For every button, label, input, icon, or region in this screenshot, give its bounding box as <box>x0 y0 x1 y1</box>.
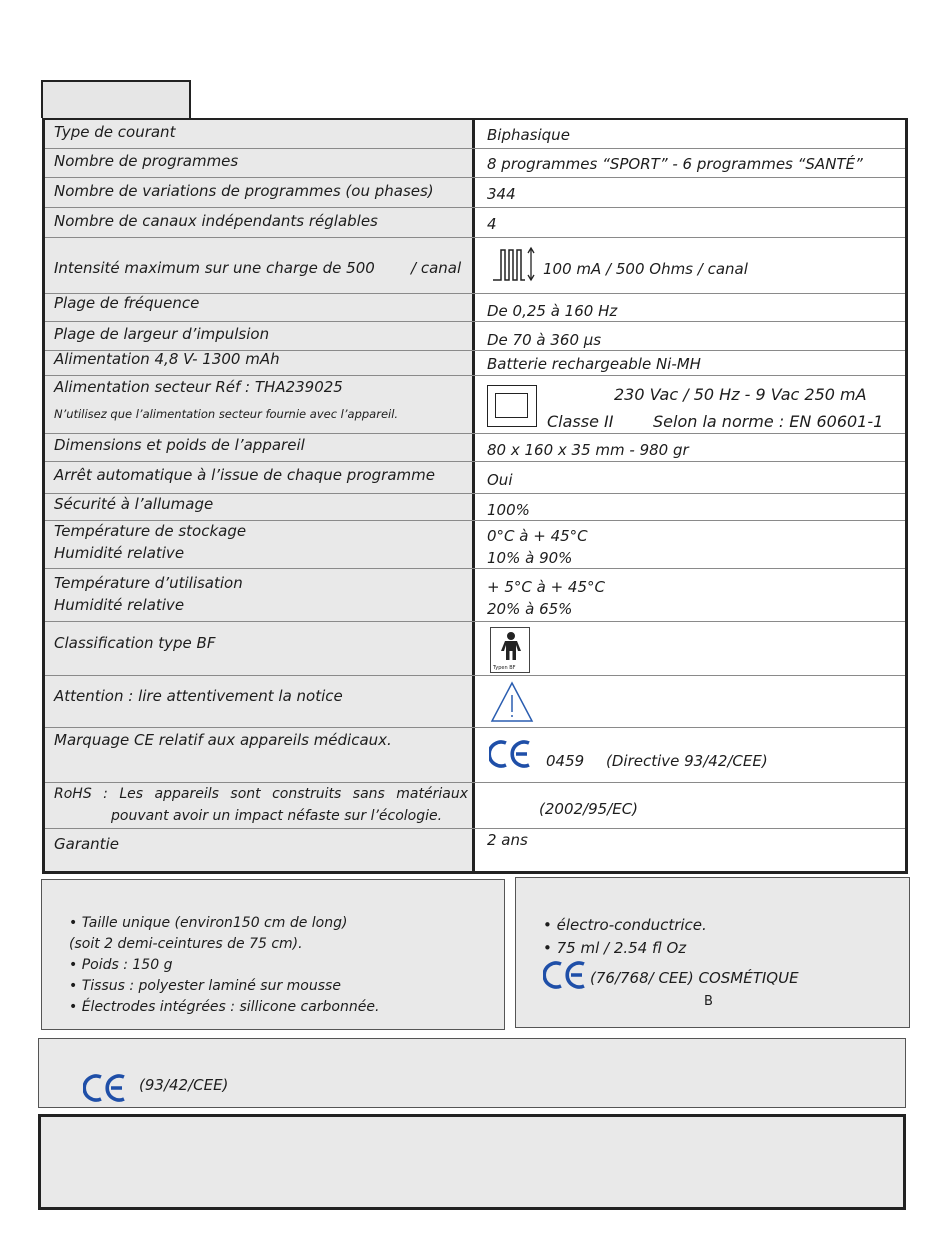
belt-item: • Poids : 150 g <box>69 957 173 973</box>
spec-value <box>475 676 905 727</box>
belt-item: • Électrodes intégrées : sillicone carbonnée. <box>69 999 380 1015</box>
spec-label: Attention : lire attentivement la notice <box>45 676 475 727</box>
ce-directive-box <box>38 1038 906 1108</box>
spec-row-variations <box>45 178 905 208</box>
spec-row-attention <box>45 676 905 728</box>
spec-row-classification-bf <box>45 622 905 676</box>
spec-row-ce-marking <box>45 728 905 783</box>
spec-value: De 70 à 360 µs <box>475 322 905 350</box>
spec-label: Dimensions et poids de l’appareil <box>45 434 475 461</box>
type-bf-body-icon: Typen BF <box>490 627 530 673</box>
gel-item: • électro-conductrice. <box>543 916 707 934</box>
gel-letter: B <box>704 994 713 1009</box>
ce-mark-icon <box>83 1073 129 1103</box>
gel-item: • 75 ml / 2.54 fl Oz <box>543 939 687 957</box>
ce-mark-icon <box>543 960 589 990</box>
ce-mark-icon <box>489 739 533 769</box>
belt-specs-box <box>41 879 505 1030</box>
gel-specs-box <box>515 877 910 1028</box>
spec-label: Classification type BF <box>45 622 475 675</box>
spec-value: De 0,25 à 160 Hz <box>475 294 905 321</box>
spec-label: Arrêt automatique à l’issue de chaque programme <box>45 462 475 493</box>
spec-row-dimensions <box>45 434 905 462</box>
empty-note-box <box>38 1114 906 1210</box>
belt-item: • Taille unique (environ150 cm de long) <box>69 915 348 931</box>
spec-label: Nombre de programmes <box>45 149 475 177</box>
spec-row-storage <box>45 521 905 569</box>
spec-value: 100 mA / 500 Ohms / canal <box>475 238 905 293</box>
spec-value: 0459 (Directive 93/42/CEE) <box>475 728 905 782</box>
spec-value: Batterie rechargeable Ni-MH <box>475 351 905 375</box>
spec-label: Type de courant <box>45 120 475 148</box>
ce-directive-text: (93/42/CEE) <box>139 1076 229 1094</box>
gel-ce-text: (76/768/ CEE) COSMÉTIQUE <box>590 969 799 987</box>
warning-triangle-icon <box>489 680 535 724</box>
spec-row-power-on-safety <box>45 494 905 521</box>
spec-row-current-type <box>45 120 905 149</box>
spec-row-channels <box>45 208 905 238</box>
spec-value <box>475 622 905 675</box>
spec-value: 2 ans <box>475 829 905 871</box>
spec-label: Intensité maximum sur une charge de 500 / canal <box>45 238 475 293</box>
spec-label: Nombre de canaux indépendants réglables <box>45 208 475 237</box>
spec-label: Température d’utilisation Humidité relative <box>45 569 475 621</box>
spec-label: Marquage CE relatif aux appareils médicaux. <box>45 728 475 782</box>
spec-value: 8 programmes “SPORT” - 6 programmes “SANTÉ” <box>475 149 905 177</box>
spec-value: 230 Vac / 50 Hz - 9 Vac 250 mA Classe II Selon la norme : EN 60601-1 <box>475 376 905 433</box>
spec-row-intensity <box>45 238 905 294</box>
pulse-waveform-icon <box>491 244 537 284</box>
spec-value: + 5°C à + 45°C 20% à 65% <box>475 569 905 621</box>
spec-value: 100% <box>475 494 905 520</box>
spec-value: Biphasique <box>475 120 905 148</box>
spec-value: 80 x 160 x 35 mm - 980 gr <box>475 434 905 461</box>
spec-value: (2002/95/EC) <box>475 783 905 828</box>
spec-label: Plage de largeur d’impulsion <box>45 322 475 350</box>
spec-label: Garantie <box>45 829 475 871</box>
spec-row-pulse-width <box>45 322 905 351</box>
specifications-table <box>42 118 908 874</box>
spec-row-frequency <box>45 294 905 322</box>
spec-value: 0°C à + 45°C 10% à 90% <box>475 521 905 568</box>
spec-row-warranty <box>45 829 905 871</box>
spec-row-mains-supply <box>45 376 905 434</box>
belt-item: • Tissus : polyester laminé sur mousse <box>69 978 341 994</box>
section-tab <box>41 80 191 118</box>
spec-value: 4 <box>475 208 905 237</box>
spec-row-operating <box>45 569 905 622</box>
spec-value: Oui <box>475 462 905 493</box>
spec-row-battery <box>45 351 905 376</box>
spec-value: 344 <box>475 178 905 207</box>
spec-row-rohs <box>45 783 905 829</box>
spec-label: Alimentation 4,8 V- 1300 mAh <box>45 351 475 375</box>
belt-item: (soit 2 demi-ceintures de 75 cm). <box>69 936 303 952</box>
spec-label: Nombre de variations de programmes (ou phases) <box>45 178 475 207</box>
spec-row-auto-stop <box>45 462 905 494</box>
spec-label: Alimentation secteur Réf : THA239025 N’utilisez que l’alimentation secteur fournie avec l’appareil. <box>45 376 475 433</box>
spec-row-programs <box>45 149 905 178</box>
spec-label: Température de stockage Humidité relative <box>45 521 475 568</box>
spec-label: Sécurité à l’allumage <box>45 494 475 520</box>
spec-label: RoHS : Les appareils sont construits sans matériaux pouvant avoir un impact néfaste sur l’écologie. <box>45 783 475 828</box>
class-ii-double-insulation-icon <box>487 385 537 427</box>
spec-label: Plage de fréquence <box>45 294 475 321</box>
